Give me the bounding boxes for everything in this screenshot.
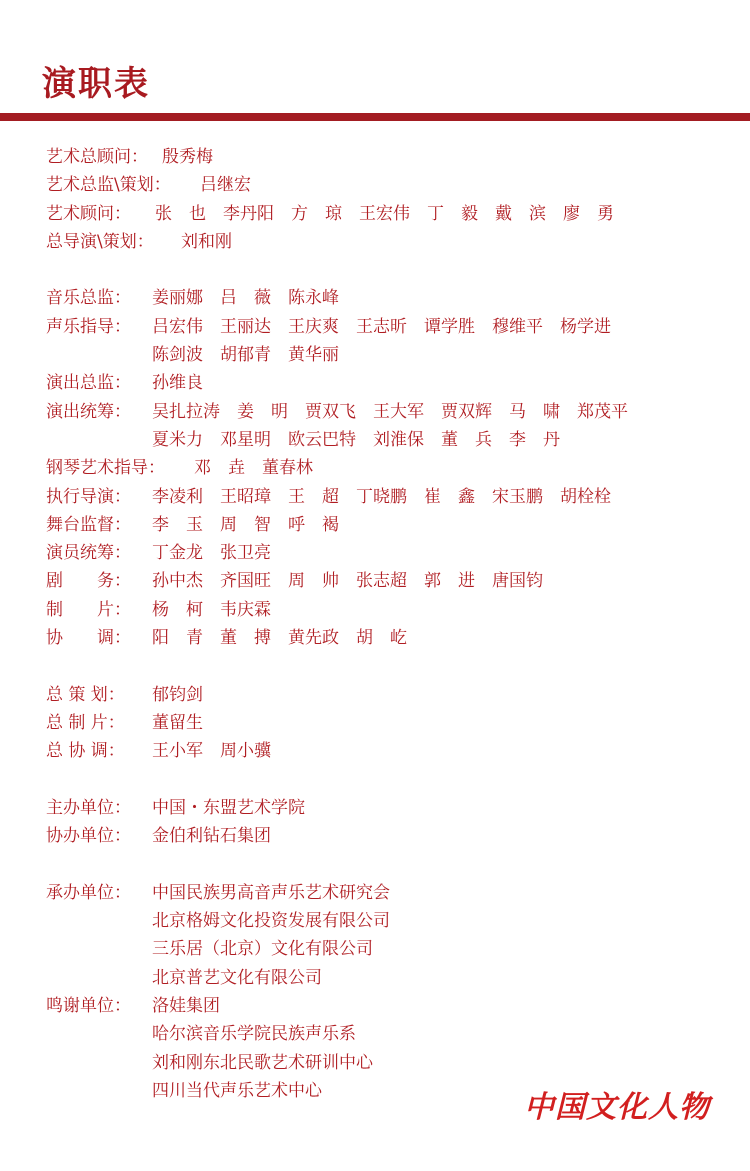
credit-row-piano-director [46,454,736,482]
watermark-logo: 中国文化人物 [524,1090,710,1125]
credit-row-chief-coordinator [46,737,736,765]
credit-label: 鸣谢单位： [46,995,131,1016]
credit-label: 总导演\策划： [46,231,154,252]
credit-label: 舞台监督： [46,514,131,535]
credit-label: 艺术总监\策划： [46,175,171,196]
credit-label: 总 制 片： [46,712,125,733]
page-title: 演职表 [42,64,150,104]
credit-row-vocal-coaches [46,313,736,341]
credit-row-acknowledgements [46,992,736,1020]
credit-label: 演员统筹： [46,543,131,564]
credit-value: 张 也 李丹阳 方 琼 王宏伟 丁 毅 戴 滨 廖 勇 [155,203,614,224]
credit-row-art-director-planner [46,171,736,199]
credit-label: 主办单位： [46,797,131,818]
credit-label: 演出总监： [46,373,131,394]
credit-row-organizers-4 [46,964,736,992]
credit-label: 总 协 调： [46,741,125,762]
credit-value: 丁金龙 张卫亮 [152,543,271,564]
credit-label: 协 调： [46,628,131,649]
credit-label: 制 片： [46,599,131,620]
acknowledged-org: 哈尔滨音乐学院民族声乐系 [152,1024,356,1045]
credit-value: 夏米力 邓星明 欧云巴特 刘淮保 董 兵 李 丹 [152,429,560,450]
credit-row-host [46,794,736,822]
credit-row-executive-directors [46,483,736,511]
credit-row-acknowledgements-3 [46,1049,736,1077]
credit-label: 演出统筹： [46,401,131,422]
credit-row-chief-producer [46,709,736,737]
credit-label: 执行导演： [46,486,131,507]
credit-value: 陈剑波 胡郁青 黄华丽 [152,345,339,366]
credit-label: 音乐总监： [46,288,131,309]
organizer-name: 中国民族男高音声乐艺术研究会 [152,882,390,903]
credit-row-coordination [46,624,736,652]
credit-value: 姜丽娜 吕 薇 陈永峰 [152,288,339,309]
credit-row-performance-director [46,369,736,397]
acknowledged-org: 刘和刚东北民歌艺术研训中心 [152,1052,373,1073]
credit-row-stage-managers [46,511,736,539]
organizer-name: 北京格姆文化投资发展有限公司 [152,911,390,932]
acknowledged-org: 四川当代声乐艺术中心 [152,1080,322,1101]
credit-value: 吕继宏 [200,175,251,196]
credit-row-performance-coordinators-continued [46,426,736,454]
credit-value: 孙中杰 齐国旺 周 帅 张志超 郭 进 唐国钧 [152,571,543,592]
credit-row-organizers-3 [46,935,736,963]
credit-row-chief-director [46,228,736,256]
credit-value: 金伯利钻石集团 [152,826,271,847]
credit-value: 王小军 周小骥 [152,741,271,762]
credit-value: 杨 柯 韦庆霖 [152,599,271,620]
credit-row-chief-planner [46,681,736,709]
credit-row-performance-coordinators [46,398,736,426]
credit-label: 承办单位： [46,882,131,903]
credit-row-art-advisors [46,200,736,228]
credit-label: 声乐指导： [46,316,131,337]
credit-label: 剧 务： [46,571,131,592]
title-underline [0,113,750,121]
credit-label: 艺术顾问： [46,203,131,224]
credit-value: 李凌利 王昭璋 王 超 丁晓鹏 崔 鑫 宋玉鹏 胡栓栓 [152,486,611,507]
credit-row-vocal-coaches-continued [46,341,736,369]
credit-value: 董留生 [152,712,203,733]
credit-value: 李 玉 周 智 呼 褐 [152,514,339,535]
credit-row-co-host [46,822,736,850]
credit-row-cast-coordinators [46,539,736,567]
credit-value: 刘和刚 [181,231,232,252]
credit-label: 协办单位： [46,826,131,847]
organizer-name: 三乐居（北京）文化有限公司 [152,939,373,960]
credit-label: 总 策 划： [46,684,125,705]
credit-value: 中国・东盟艺术学院 [152,797,305,818]
credit-value: 邓 垚 董春林 [194,458,313,479]
credit-value: 孙维良 [152,373,203,394]
credit-value: 阳 青 董 搏 黄先政 胡 屹 [152,628,407,649]
acknowledged-org: 洛娃集团 [152,995,220,1016]
credit-row-organizers [46,879,736,907]
credit-row-music-director [46,284,736,312]
credit-label: 艺术总顾问： [46,147,148,167]
credit-row-art-chief-advisor [46,143,736,171]
credit-value: 郁钧剑 [152,684,203,705]
credit-row-organizers-2 [46,907,736,935]
credit-value: 吕宏伟 王丽达 王庆爽 王志昕 谭学胜 穆维平 杨学进 [152,316,611,337]
credit-value: 殷秀梅 [162,147,213,167]
credit-value: 吴扎拉涛 姜 明 贾双飞 王大军 贾双辉 马 啸 郑茂平 [152,401,628,422]
credits-list [46,143,736,1105]
credit-row-stage-affairs [46,567,736,595]
organizer-name: 北京普艺文化有限公司 [152,967,322,988]
credit-label: 钢琴艺术指导： [46,458,165,479]
credit-row-acknowledgements-2 [46,1020,736,1048]
credit-row-production [46,596,736,624]
